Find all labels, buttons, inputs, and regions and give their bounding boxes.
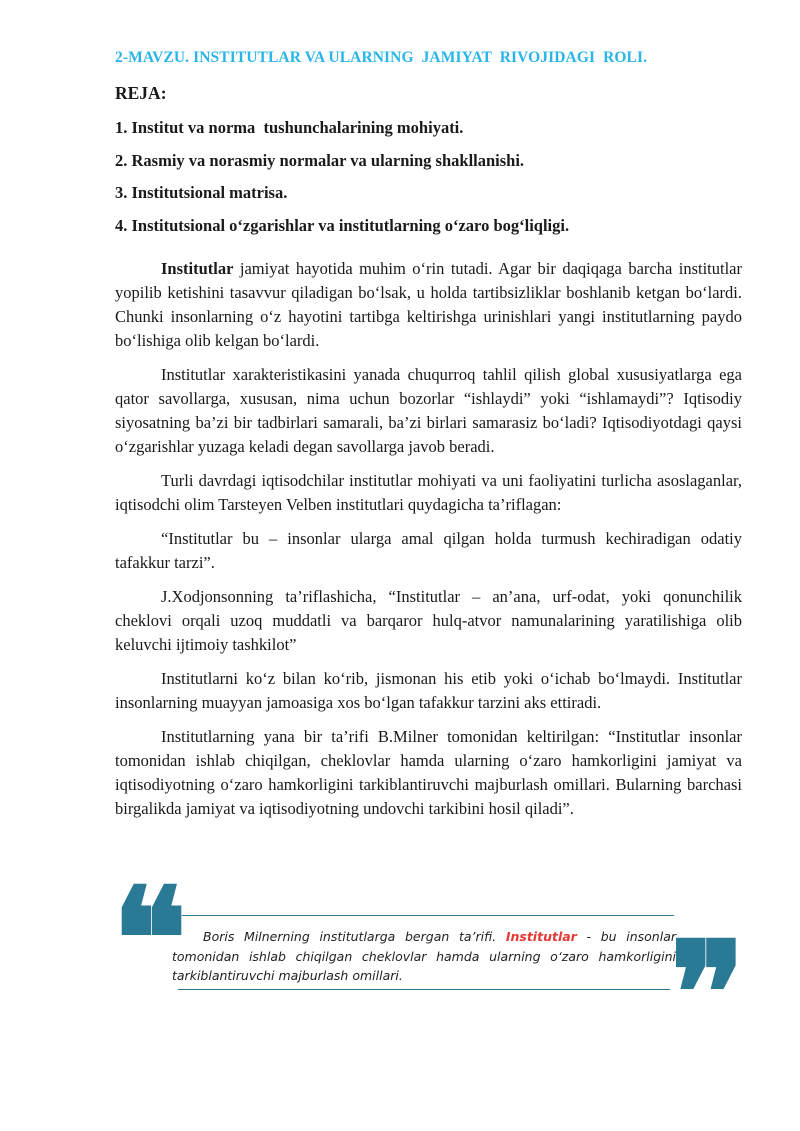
quote-top-rule [182, 915, 674, 916]
paragraph: J.Xodjonsonning ta’riflashicha, “Institutlar – an’ana, urf-odat, yoki qonunchilik cheklovi orqali uzoq muddatli va barqaror hulq-atvor namunalarining yaratilishiga olib keluvchi ijtimoiy tashkilot” [115, 587, 742, 654]
plan-item: 4. Institutsional o‘zgarishlar va institutlarning o‘zaro bog‘liqligi. [115, 215, 570, 235]
quote-bottom-rule [178, 989, 670, 990]
paragraph: “Institutlar bu – insonlar ularga amal qilgan holda turmush kechiradigan odatiy tafakkur tarzi”. [115, 529, 742, 572]
paragraph: Institutlar xarakteristikasini yanada chuqurroq tahlil qilish global xususiyatlarga ega qator savollarga, xususan, nima uchun bozorlar “ishlaydi” yoki “ishlamaydi”? Iqtisodiy siyosatning ba’zi bir tadbirlari samarali, ba’zi birlari samarasiz bo‘ladi? Iqtisodiyotdagi qaysi o‘zgarishlar yuzaga keladi degan savollarga javob beradi. [115, 365, 742, 456]
paragraph: Institutlarni ko‘z bilan ko‘rib, jismonan his etib yoki o‘ichab bo‘lmaydi. Institutlar insonlarning muayyan jamoasiga xos bo‘lgan tafakkur tarzini aks ettiradi. [115, 669, 742, 712]
plan-list [115, 117, 569, 247]
pull-quote [112, 858, 752, 1076]
body-text [115, 257, 742, 831]
plan-item: 3. Institutsional matrisa. [115, 183, 288, 202]
open-quote-icon: ❝ [112, 858, 188, 1022]
paragraph [115, 257, 742, 353]
quote-text [172, 927, 676, 986]
topic-title: 2-MAVZU. INSTITUTLAR VA ULARNING JAMIYAT RIVOJIDAGI ROLI. [115, 49, 648, 66]
quote-text-start: Boris Milnerning institutlarga bergan ta’rifi. [203, 929, 506, 944]
plan-heading: REJA: [115, 83, 167, 103]
plan-item: 1. Institut va norma tushunchalarining mohiyati. [115, 118, 464, 137]
paragraph: Institutlarning yana bir ta’rifi B.Milner tomonidan keltirilgan: “Institutlar insonlar tomonidan ishlab chiqilgan, cheklovlar hamda ularning o‘zaro hamkorligini jamiyat va iqtisodiyotning o‘zaro hamkorligini tarkiblantiruvchi majburlash omillari. Bularning barchasi birgalikda jamiyat va iqtisodiyotning undovchi tarkibini hosil qiladi”. [115, 727, 742, 818]
close-quote-icon: ❞ [670, 912, 746, 1076]
paragraph-text: jamiyat hayotida muhim o‘rin tutadi. Agar bir daqiqaga barcha institutlar yopilib ketishini tasavvur qiladigan bo‘lsak, u holda tartibsizliklar boshlanib ketgan bo‘lardi. Chunki insonlarning o‘z hayotini tartibga keltirishga urinishlari yangi institutlarning paydo bo‘lishiga olib kelgan bo‘lardi. [115, 259, 742, 350]
paragraph: Turli davrdagi iqtisodchilar institutlar mohiyati va uni faoliyatini turlicha asoslaganlar, iqtisodchi olim Tarsteyen Velben institutlari quydagicha ta’riflagan: [115, 471, 742, 514]
paragraph-lead-term: Institutlar [161, 259, 234, 278]
quote-text-end: - bu insonlar tomonidan ishlab chiqilgan cheklovlar hamda ularning o‘zaro hamkorligini tarkiblantiruvchi majburlash omillari. [172, 929, 676, 983]
plan-item: 2. Rasmiy va norasmiy normalar va ularning shakllanishi. [115, 150, 525, 170]
quote-highlight: Institutlar [505, 929, 577, 944]
